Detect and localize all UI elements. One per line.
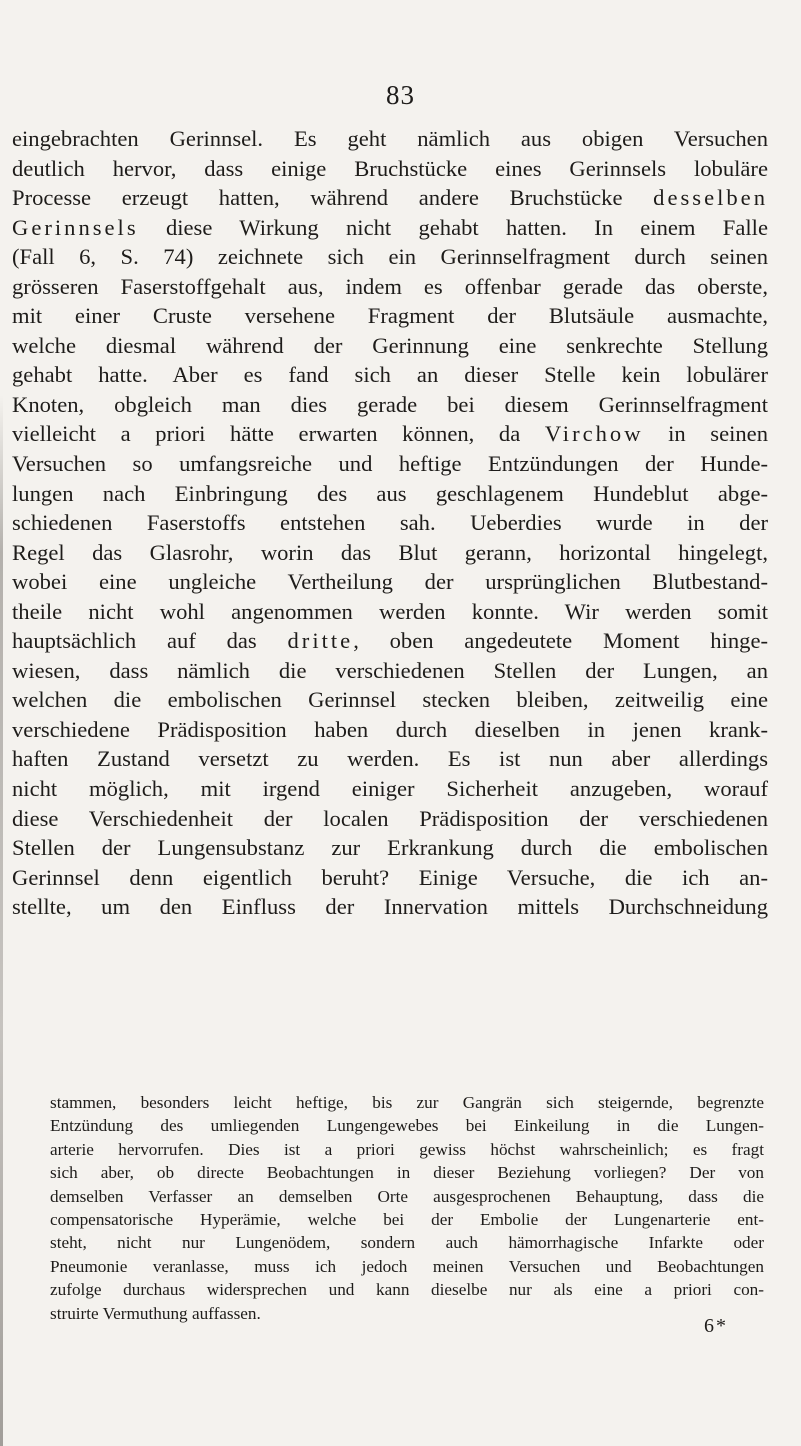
main-text-block [12, 124, 768, 922]
text-line: Knoten, obgleich man dies gerade bei diesem Gerinnselfragment [12, 391, 768, 417]
footnote-line: struirte Vermuthung auffassen. [50, 1303, 261, 1323]
text-line: haften Zustand versetzt zu werden. Es ist nun aber allerdings [12, 746, 768, 772]
left-margin-shadow [0, 395, 3, 1446]
text-line: Processe erzeugt hatten, während andere Bruchstücke desselben [12, 185, 768, 211]
text-line: mit einer Cruste versehene Fragment der Blutsäule ausmachte, [12, 303, 768, 329]
text-line: welchen die embolischen Gerinnsel stecken bleiben, zeitweilig eine [12, 687, 768, 713]
text-line: hauptsächlich auf das dritte, oben angedeutete Moment hinge- [12, 628, 768, 654]
text-line: Gerinnsel denn eigentlich beruht? Einige Versuche, die ich an- [12, 864, 768, 890]
footnote-line: arterie hervorrufen. Dies ist a priori gewiss höchst wahrscheinlich; es fragt [50, 1139, 764, 1159]
text-line: welche diesmal während der Gerinnung eine senkrechte Stellung [12, 332, 768, 358]
footnote-line: stammen, besonders leicht heftige, bis zur Gangrän sich steigernde, begrenzte [50, 1093, 764, 1112]
text-line: deutlich hervor, dass einige Bruchstücke eines Gerinnsels lobuläre [12, 155, 768, 181]
footnote-line: steht, nicht nur Lungenödem, sondern auch hämorrhagische Infarkte oder [50, 1233, 764, 1253]
text-line: (Fall 6, S. 74) zeichnete sich ein Gerinnselfragment durch seinen [12, 244, 768, 270]
emphasis: dritte [287, 628, 354, 654]
signature-mark: 6* [704, 1315, 728, 1337]
text-line: schiedenen Faserstoffs entstehen sah. Ueberdies wurde in der [12, 510, 768, 536]
text-line: Regel das Glasrohr, worin das Blut gerann, horizontal hingelegt, [12, 539, 768, 565]
text-line: grösseren Faserstoffgehalt aus, indem es offenbar gerade das oberste, [12, 273, 768, 299]
text-line: vielleicht a priori hätte erwarten können, da Virchow in seinen [12, 421, 769, 447]
footnote-line: demselben Verfasser an demselben Orte ausgesprochenen Behauptung, dass die [50, 1186, 764, 1206]
text-line: diese Verschiedenheit der localen Prädisposition der verschiedenen [12, 805, 768, 831]
text-line: eingebrachten Gerinnsel. Es geht nämlich aus obigen Versuchen [12, 126, 768, 151]
text-line: lungen nach Einbringung des aus geschlagenem Hundeblut abge- [12, 480, 768, 506]
text-line: theile nicht wohl angenommen werden konnte. Wir werden somit [12, 598, 768, 624]
footnote-line: Entzündung des umliegenden Lungengewebes bei Einkeilung in die Lungen- [50, 1116, 764, 1136]
text-line: Versuchen so umfangsreiche und heftige Entzündungen der Hunde- [12, 451, 768, 477]
footnote-line: sich aber, ob directe Beobachtungen in dieser Beziehung vorliegen? Der von [50, 1163, 764, 1183]
emphasis: Gerinnsels [12, 214, 139, 240]
footnote-line: Pneumonie veranlasse, muss ich jedoch meinen Versuchen und Beobachtungen [50, 1256, 764, 1276]
text-line: wobei eine ungleiche Vertheilung der ursprünglichen Blutbestand- [12, 569, 768, 595]
footnote-block [50, 1091, 764, 1325]
emphasis: desselben [653, 185, 768, 211]
emphasis: Virchow [544, 421, 644, 447]
text-line: Gerinnsels diese Wirkung nicht gehabt hatten. In einem Falle [12, 214, 768, 240]
footnote-line: compensatorische Hyperämie, welche bei der Embolie der Lungenarterie ent- [50, 1210, 764, 1230]
text-line: verschiedene Prädisposition haben durch dieselben in jenen krank- [12, 716, 768, 742]
text-line: gehabt hatte. Aber es fand sich an dieser Stelle kein lobulärer [12, 362, 768, 388]
page-number: 83 [386, 80, 415, 110]
text-line: wiesen, dass nämlich die verschiedenen Stellen der Lungen, an [12, 657, 768, 683]
text-line: stellte, um den Einfluss der Innervation mittels Durchschneidung [12, 894, 768, 920]
footnote-line: zufolge durchaus widersprechen und kann dieselbe nur als eine a priori con- [50, 1280, 764, 1300]
text-line: Stellen der Lungensubstanz zur Erkrankung durch die embolischen [12, 835, 768, 861]
text-line: nicht möglich, mit irgend einiger Sicherheit anzugeben, worauf [12, 776, 768, 802]
